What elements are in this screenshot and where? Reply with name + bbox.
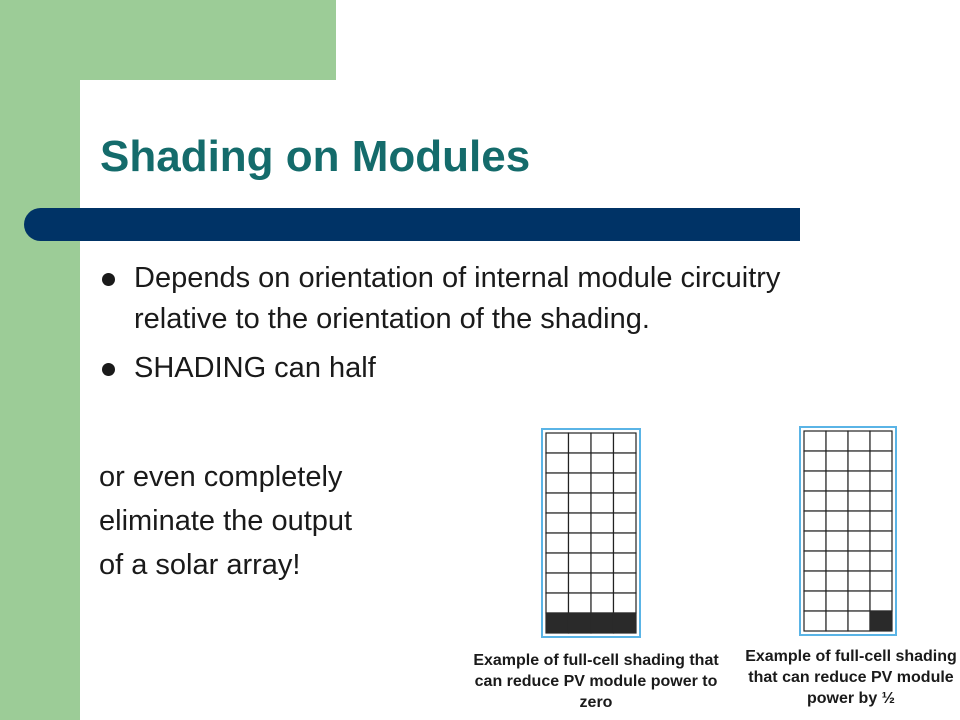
pv-module-grid <box>543 430 639 636</box>
solar-cell <box>614 473 637 493</box>
solar-cell <box>870 591 892 611</box>
shaded-solar-cell <box>870 611 892 631</box>
solar-cell <box>848 531 870 551</box>
solar-cell <box>848 431 870 451</box>
solar-cell <box>804 491 826 511</box>
continuation-text <box>99 455 352 587</box>
solar-cell <box>569 553 592 573</box>
solar-cell <box>546 593 569 613</box>
solar-cell <box>870 491 892 511</box>
solar-cell <box>614 433 637 453</box>
shaded-solar-cell <box>546 613 569 633</box>
solar-cell <box>591 533 614 553</box>
solar-cell <box>848 491 870 511</box>
shaded-solar-cell <box>614 613 637 633</box>
bullet-text: Depends on orientation of internal module circuitry relative to the orientation of the shading. <box>134 262 781 335</box>
solar-cell <box>591 553 614 573</box>
solar-cell <box>614 493 637 513</box>
solar-cell <box>614 573 637 593</box>
text-line: of a solar array! <box>99 549 301 581</box>
solar-cell <box>569 433 592 453</box>
title-underline-bar <box>24 208 800 241</box>
solar-cell <box>569 473 592 493</box>
solar-cell <box>804 551 826 571</box>
solar-cell <box>870 431 892 451</box>
solar-cell <box>870 531 892 551</box>
background-green-left <box>0 0 80 720</box>
text-line: eliminate the output <box>99 505 353 537</box>
pv-module-grid <box>801 428 895 634</box>
solar-cell <box>591 573 614 593</box>
solar-cell <box>804 531 826 551</box>
shaded-solar-cell <box>591 613 614 633</box>
solar-cell <box>826 591 848 611</box>
bullet-text: SHADING can half <box>134 352 376 384</box>
solar-cell <box>591 453 614 473</box>
solar-cell <box>591 473 614 493</box>
solar-cell <box>614 593 637 613</box>
solar-cell <box>546 473 569 493</box>
solar-cell <box>546 493 569 513</box>
solar-cell <box>826 571 848 591</box>
solar-cell <box>591 593 614 613</box>
solar-cell <box>804 451 826 471</box>
solar-cell <box>826 471 848 491</box>
solar-cell <box>826 491 848 511</box>
solar-cell <box>614 513 637 533</box>
solar-cell <box>848 611 870 631</box>
solar-cell <box>546 573 569 593</box>
solar-cell <box>848 471 870 491</box>
solar-cell <box>804 611 826 631</box>
background-green-top <box>0 0 336 80</box>
solar-cell <box>569 573 592 593</box>
solar-cell <box>826 531 848 551</box>
solar-cell <box>546 533 569 553</box>
solar-cell <box>546 453 569 473</box>
pv-module-figure-fully-shaded-row <box>541 428 641 638</box>
figure-caption: Example of full-cell shading that can reduce PV module power by ½ <box>745 648 957 707</box>
solar-cell <box>848 571 870 591</box>
solar-cell <box>826 611 848 631</box>
solar-cell <box>870 451 892 471</box>
bullet-item <box>100 348 840 389</box>
solar-cell <box>546 433 569 453</box>
solar-cell <box>569 513 592 533</box>
figure-caption: Example of full-cell shading that can reduce PV module power to zero <box>473 652 719 711</box>
shaded-solar-cell <box>569 613 592 633</box>
solar-cell <box>591 433 614 453</box>
solar-cell <box>870 471 892 491</box>
solar-cell <box>870 571 892 591</box>
solar-cell <box>614 453 637 473</box>
bullet-dot-icon <box>102 363 115 376</box>
bullet-item <box>100 258 840 340</box>
solar-cell <box>848 591 870 611</box>
solar-cell <box>569 533 592 553</box>
solar-cell <box>870 511 892 531</box>
solar-cell <box>804 511 826 531</box>
solar-cell <box>870 551 892 571</box>
solar-cell <box>804 431 826 451</box>
solar-cell <box>569 453 592 473</box>
solar-cell <box>804 471 826 491</box>
pv-module-figure-single-cell-shaded <box>799 426 897 636</box>
bullet-dot-icon <box>102 273 115 286</box>
solar-cell <box>848 511 870 531</box>
solar-cell <box>569 593 592 613</box>
solar-cell <box>848 551 870 571</box>
solar-cell <box>591 493 614 513</box>
slide-title: Shading on Modules <box>100 132 531 181</box>
solar-cell <box>826 451 848 471</box>
solar-cell <box>546 553 569 573</box>
solar-cell <box>826 511 848 531</box>
solar-cell <box>826 551 848 571</box>
solar-cell <box>848 451 870 471</box>
text-line: or even completely <box>99 461 343 493</box>
solar-cell <box>591 513 614 533</box>
solar-cell <box>804 591 826 611</box>
solar-cell <box>826 431 848 451</box>
solar-cell <box>614 533 637 553</box>
solar-cell <box>614 553 637 573</box>
solar-cell <box>569 493 592 513</box>
solar-cell <box>804 571 826 591</box>
solar-cell <box>546 513 569 533</box>
bullet-list <box>100 258 840 397</box>
